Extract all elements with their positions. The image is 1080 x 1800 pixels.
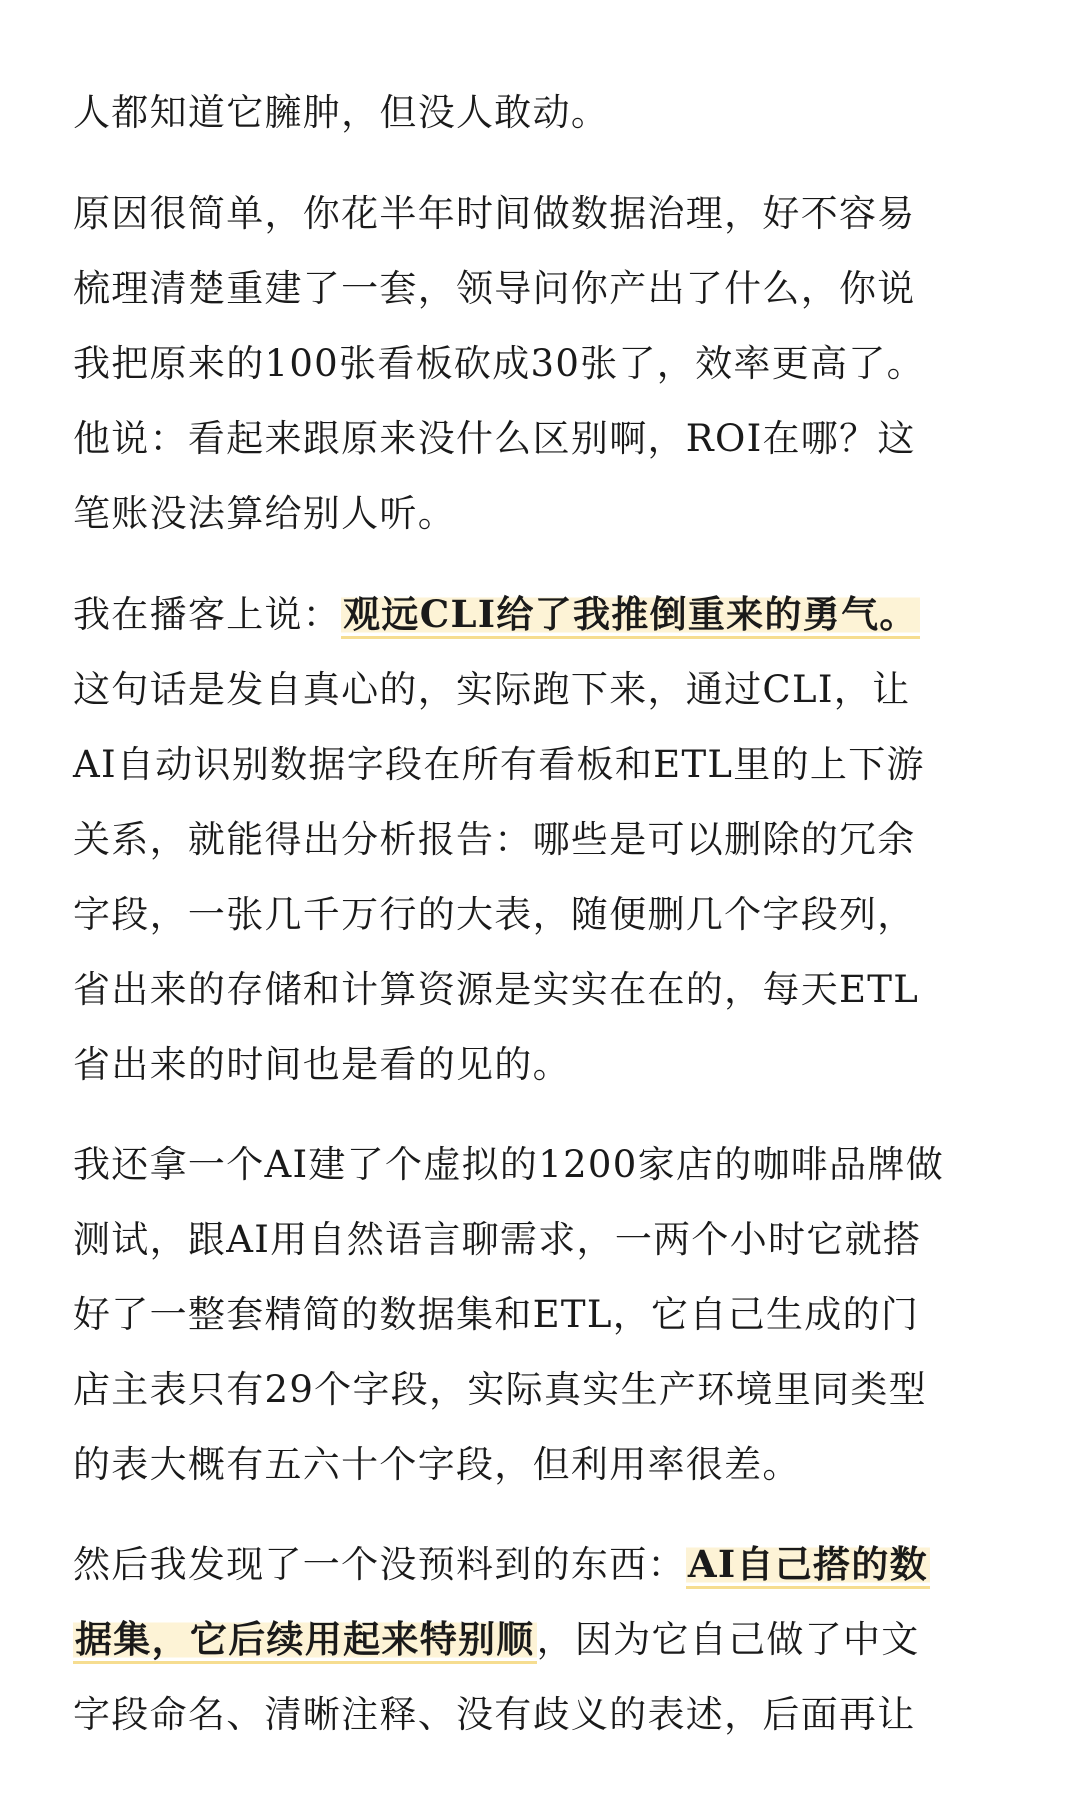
text-line: 的表大概有五六十个字段，但利用率很差。 [73,1443,801,1486]
text-line: 测试，跟AI用自然语言聊需求，一两个小时它就搭 [73,1218,922,1261]
text-line: 原因很简单，你花半年时间做数据治理，好不容易 [73,192,916,235]
text-line: 店主表只有29个字段，实际真实生产环境里同类型 [73,1368,927,1411]
paragraph-4 [73,1127,944,1502]
highlighted-quote: 观远CLI给了我推倒重来的勇气。 [341,592,920,639]
text-line: AI自动识别数据字段在所有看板和ETL里的上下游 [73,743,925,786]
text-line [73,1527,930,1602]
text-line: 好了一整套精简的数据集和ETL，它自己生成的门 [73,1293,920,1336]
text-line: 字段命名、清晰注释、没有歧义的表述，后面再让 [73,1693,916,1736]
text-segment: ，因为它自己做了中文 [536,1618,920,1661]
text-segment: 然后我发现了一个没预料到的东西： [73,1543,686,1586]
text-line [73,577,925,652]
paragraph-2 [73,176,925,551]
text-line: 梳理清楚重建了一套，领导问你产出了什么，你说 [73,267,916,310]
paragraph-5 [73,1527,930,1752]
text-line: 人都知道它臃肿，但没人敢动。 [73,91,610,134]
text-line: 他说：看起来跟原来没什么区别啊，ROI在哪？这 [73,417,916,460]
text-line: 笔账没法算给别人听。 [73,492,456,535]
text-line: 省出来的时间也是看的见的。 [73,1043,571,1086]
text-line: 我把原来的100张看板砍成30张了，效率更高了。 [73,342,925,385]
paragraph-3 [73,577,925,1102]
text-line: 关系，就能得出分析报告：哪些是可以删除的冗余 [73,818,916,861]
highlighted-text: 据集，它后续用起来特别顺 [73,1617,537,1664]
text-line [73,1602,930,1677]
text-line: 省出来的存储和计算资源是实实在在的，每天ETL [73,968,920,1011]
text-segment: 我在播客上说： [73,593,342,636]
text-line: 这句话是发自真心的，实际跑下来，通过CLI，让 [73,668,911,711]
text-line: 字段，一张几千万行的大表，随便删几个字段列， [73,893,916,936]
paragraph-1 [73,75,609,150]
highlighted-text: AI自己搭的数 [686,1542,930,1589]
text-line: 我还拿一个AI建了个虚拟的1200家店的咖啡品牌做 [73,1143,944,1186]
